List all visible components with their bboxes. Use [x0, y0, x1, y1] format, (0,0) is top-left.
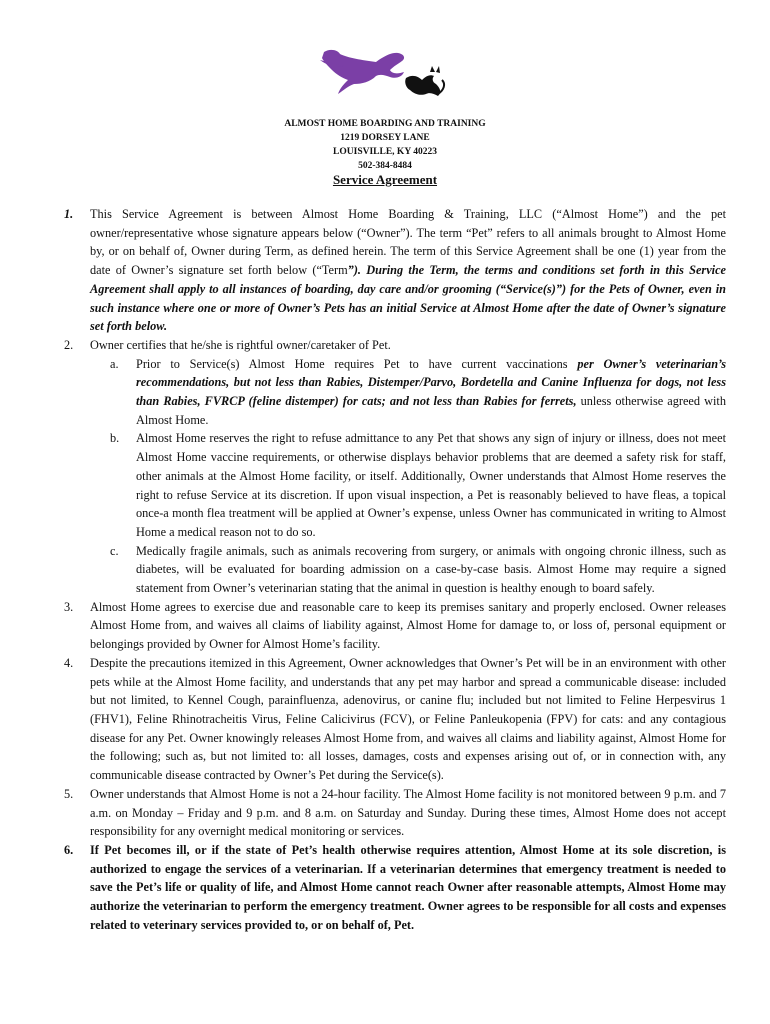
clause-text: Owner certifies that he/she is rightful owner/caretaker of Pet. [90, 337, 391, 352]
sub-clause-letter: a. [110, 356, 119, 371]
clause-1 [64, 205, 726, 336]
clause-4 [64, 654, 726, 785]
clause-text: Almost Home agrees to exercise due and reasonable care to keep its premises sanitary and properly enclosed. Owner releases Almost Home from, and waives all claims of liability against, Almost Home for damage to, or loss of, personal equipment or belongings provided by Owner for Almost Home’s facility. [90, 599, 726, 652]
clause-2a [64, 355, 726, 430]
clause-6 [64, 841, 726, 935]
company-name: ALMOST HOME BOARDING AND TRAINING [284, 119, 486, 129]
clause-number: 1. [64, 207, 74, 221]
clause-2b [64, 429, 726, 541]
clause-number: 4. [64, 655, 74, 670]
clause-3 [64, 598, 726, 654]
dog-and-cat-logo [318, 44, 448, 100]
sub-clause-text: Medically fragile animals, such as animals recovering from surgery, or animals with ongoing chronic illness, such as diabetes, will be evaluated for boarding admission on a case-by-case basis. Almost Home may require a signed statement from Owner’s veterinarian stating that the animal in question is healthy enough to board safely. [136, 543, 726, 596]
clause-2c [64, 542, 726, 598]
sub-clause-text: Almost Home reserves the right to refuse admittance to any Pet that shows any sign of injury or illness, does not meet Almost Home vaccine requirements, or otherwise displays behavior problems that are deemed a safety risk for staff, other animals at the Almost Home facility, or itself. Additionally, Owner understands that Almost Home reserves the right to refuse Service at its discretion. If upon visual inspection, a Pet is reasonably believed to have fleas, a topical once-a month flea treatment will be applied at Owner’s expense, unless Owner has communicated in writing to Almost Home a medical reason not to do so. [136, 431, 726, 539]
clause-text: Despite the precautions itemized in this Agreement, Owner acknowledges that Owner’s Pet will be in an environment with other pets while at the Almost Home facility, and understands that any pet may harbor and spread a communicable disease: included but not limited, to Kennel Cough, parainfluenza, adenovirus, or canine flu; included but not limited to Feline Herpesvirus 1 (FHV1), Feline Rhinotracheitis Virus, Feline Calicivirus (FCV), or Feline Panleukopenia (FPV) for cats: and any contagious disease for any Pet. Owner knowingly releases Almost Home from, and waives all claims and liability against, Almost Home for the following; such as, but not limited to: all losses, damages, costs and expenses arising out of, or in connection with, any communicable disease contracted by Owner’s Pet during the Service(s). [90, 655, 726, 783]
address-line-2: LOUISVILLE, KY 40223 [333, 147, 437, 157]
sub-clause-letter: c. [110, 543, 119, 558]
sub-clause-text-tail: unless otherwise agreed with Almost Home. [136, 394, 726, 427]
agreement-body [64, 205, 726, 934]
clause-text: Owner understands that Almost Home is not a 24-hour facility. The Almost Home facility is not monitored between 9 p.m. and 7 a.m. on Monday – Friday and 9 p.m. and 8 a.m. on Saturday and Sunday. During these times, Almost Home does not accept responsibility for any overnight medical monitoring or services. [90, 786, 726, 839]
clause-text: If Pet becomes ill, or if the state of Pet’s health otherwise requires attention, Almost Home at its sole discretion, is authorized to engage the services of a veterinarian. If a veterinarian determines that emergency treatment is needed to save the Pet’s life or quality of life, and Almost Home cannot reach Owner after reasonable attempts, Almost Home may authorize the veterinarian to perform the emergency treatment. Owner agrees to be responsible for all costs and expenses related to veterinary services provided to, or on behalf of, Pet. [90, 842, 726, 932]
clause-2 [64, 336, 726, 355]
clause-number: 6. [64, 842, 74, 857]
clause-text: This Service Agreement is between Almost Home Boarding & Training, LLC (“Almost Home”) and the pet owner/representative whose signature appears below (“Owner”). The term “Pet” refers to all animals brought to Almost Home by, or on behalf of, Owner during Term, as defined herein. The term of this Service Agreement shall be one (1) year from the date of Owner’s signature set forth below (“Term [90, 207, 726, 278]
clause-text-bold: ”). During the Term, the terms and conditions set forth in this Service Agreement shall apply to all instances of boarding, day care and/or grooming (“Service(s)”) for the Pets of Owner, even in such instance where one or more of Owner’s Pets has an initial Service at Almost Home after the date of Owner’s signature set forth below. [90, 263, 726, 334]
sub-clause-text-bold: per Owner’s veterinarian’s recommendations, but not less than Rabies, Distemper/Parvo, Bordetella and Canine Influenza for dogs, not less than Rabies, FVRCP (feline distemper) for cats; and not less than Rabies for ferrets, [136, 356, 726, 409]
clause-number: 2. [64, 337, 74, 352]
clause-number: 3. [64, 599, 74, 614]
sub-clause-text: Prior to Service(s) Almost Home requires Pet to have current vaccinations [136, 356, 578, 371]
clause-number: 5. [64, 786, 74, 801]
sub-clause-letter: b. [110, 431, 120, 446]
document-title: Service Agreement [332, 172, 438, 187]
phone-number: 502-384-8484 [358, 161, 412, 171]
clause-5 [64, 785, 726, 841]
address-line-1: 1219 DORSEY LANE [340, 133, 430, 143]
